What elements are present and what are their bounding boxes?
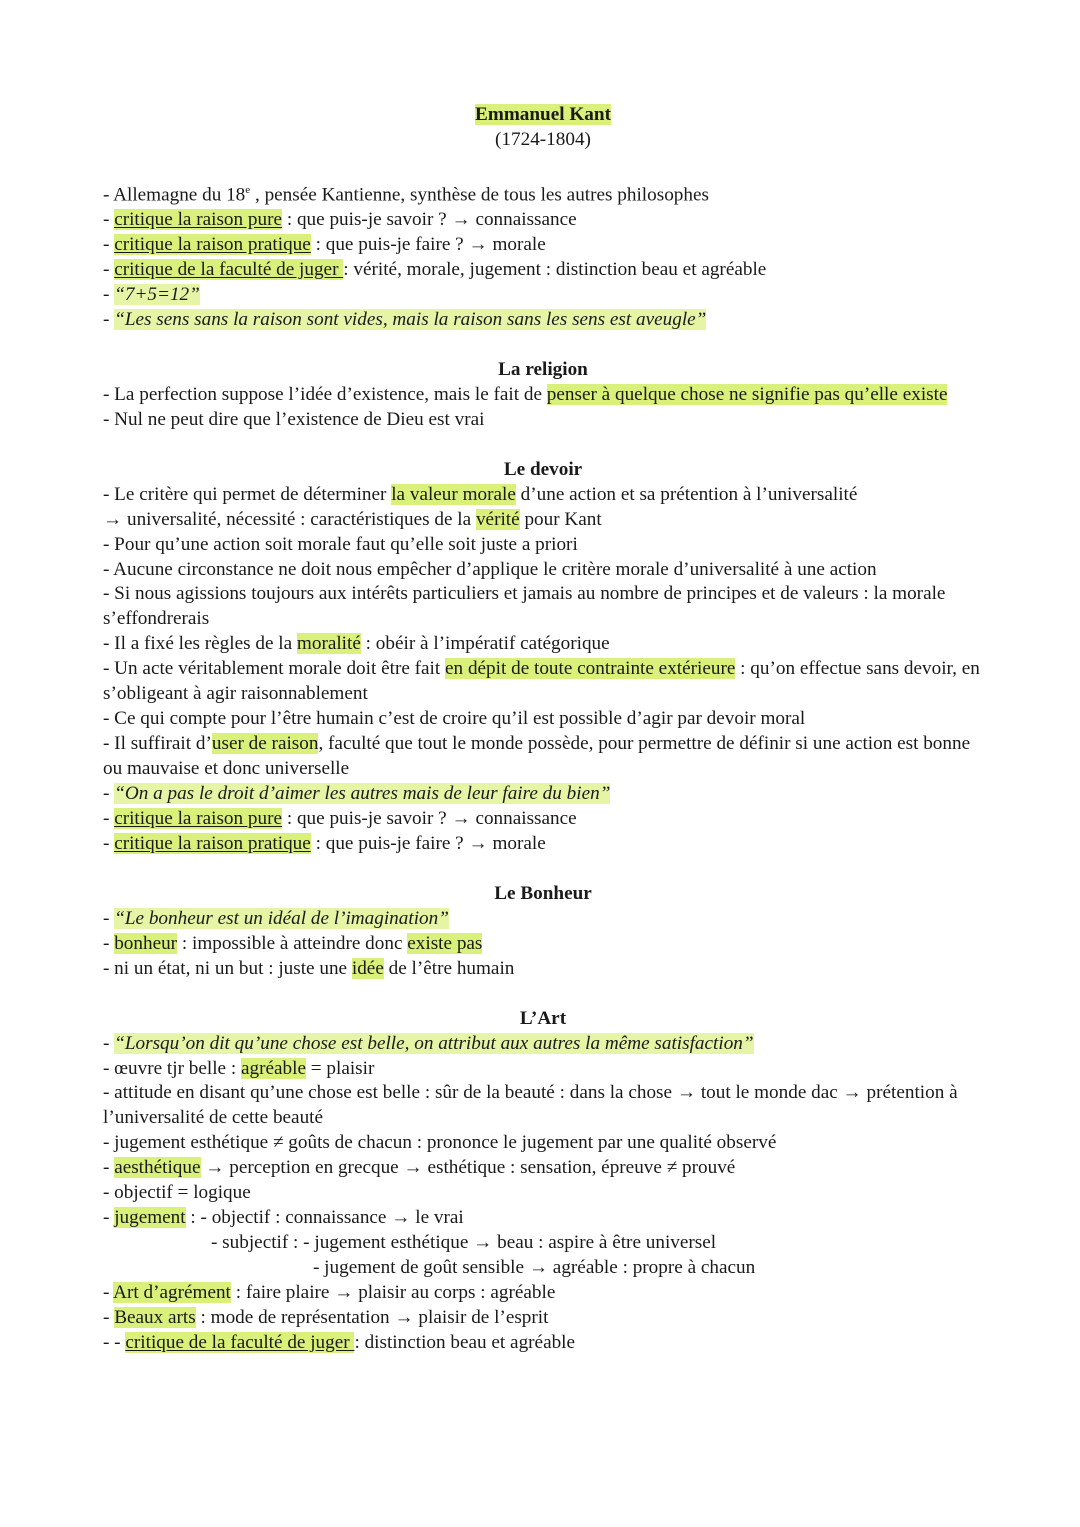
- list-item: - critique la raison pure : que puis-je savoir ? → connaissance: [103, 808, 577, 830]
- list-item: - La perfection suppose l’idée d’existence, mais le fait de penser à quelque chose ne signifie pas qu’elle existe: [103, 383, 948, 405]
- religion-section: [103, 383, 983, 433]
- list-item: - ni un état, ni un but : juste une idée de l’être humain: [103, 957, 515, 979]
- intro-section: [103, 178, 983, 333]
- list-item: - critique la raison pure : que puis-je savoir ? → connaissance: [103, 209, 577, 231]
- page-dates: (1724-1804): [495, 128, 591, 150]
- section-title-devoir: Le devoir: [503, 458, 583, 480]
- list-item: - Si nous agissions toujours aux intérêts particuliers et jamais au nombre de principes et de valeurs : la morale s’effondrerais: [103, 583, 946, 630]
- list-item: - jugement : - objectif : connaissance → le vrai: [103, 1207, 464, 1229]
- list-item: - jugement de goût sensible → agréable : propre à chacun: [313, 1257, 756, 1279]
- list-item: - critique la raison pratique : que puis-je faire ? → morale: [103, 832, 546, 854]
- list-item: - Nul ne peut dire que l’existence de Dieu est vrai: [103, 408, 485, 430]
- art-section: [103, 1032, 983, 1356]
- list-item: - critique de la faculté de juger : vérité, morale, jugement : distinction beau et agréable: [103, 259, 767, 281]
- list-item: - Ce qui compte pour l’être humain c’est de croire qu’il est possible d’agir par devoir moral: [103, 708, 806, 730]
- list-item: - œuvre tjr belle : agréable = plaisir: [103, 1057, 375, 1079]
- list-item: - attitude en disant qu’une chose est belle : sûr de la beauté : dans la chose → tout le monde dac → prétention à l’universalité de cette beauté: [103, 1082, 958, 1129]
- list-item: - Aucune circonstance ne doit nous empêcher d’applique le critère morale d’universalité à une action: [103, 558, 877, 580]
- list-item: - Allemagne du 18e , pensée Kantienne, synthèse de tous les autres philosophes: [103, 183, 709, 206]
- list-item: - Un acte véritablement morale doit être fait en dépit de toute contrainte extérieure : qu’on effectue sans devoir, en s’obligeant à agir raisonnablement: [103, 658, 980, 705]
- list-item: - “On a pas le droit d’aimer les autres mais de leur faire du bien”: [103, 783, 611, 805]
- list-item: → universalité, nécessité : caractéristiques de la vérité pour Kant: [103, 508, 602, 530]
- list-item: - objectif = logique: [103, 1182, 251, 1204]
- list-item: - “Les sens sans la raison sont vides, mais la raison sans les sens est aveugle”: [103, 309, 707, 330]
- bonheur-section: [103, 907, 983, 982]
- list-item: - “Le bonheur est un idéal de l’imagination”: [103, 907, 449, 929]
- devoir-section: [103, 483, 983, 857]
- list-item: - aesthétique → perception en grecque → esthétique : sensation, épreuve ≠ prouvé: [103, 1157, 736, 1179]
- list-item: - critique la raison pratique : que puis-je faire ? → morale: [103, 234, 546, 256]
- section-title-bonheur: Le Bonheur: [494, 882, 592, 904]
- document-page: [103, 103, 983, 1356]
- section-title-art: L’Art: [519, 1007, 567, 1029]
- list-item: - “7+5=12”: [103, 284, 200, 306]
- list-item: - Beaux arts : mode de représentation → plaisir de l’esprit: [103, 1307, 549, 1329]
- list-item: - Pour qu’une action soit morale faut qu’elle soit juste a priori: [103, 533, 578, 555]
- list-item: - - critique de la faculté de juger : distinction beau et agréable: [103, 1332, 576, 1354]
- list-item: - Le critère qui permet de déterminer la valeur morale d’une action et sa prétention à l’universalité: [103, 483, 858, 505]
- list-item: - bonheur : impossible à atteindre donc existe pas: [103, 932, 483, 954]
- list-item: - jugement esthétique ≠ goûts de chacun : prononce le jugement par une qualité observé: [103, 1132, 777, 1154]
- page-title: Emmanuel Kant: [475, 104, 611, 125]
- list-item: - Art d’agrément : faire plaire → plaisir au corps : agréable: [103, 1282, 556, 1304]
- section-title-religion: La religion: [498, 358, 588, 380]
- list-item: - “Lorsqu’on dit qu’une chose est belle, on attribut aux autres la même satisfaction”: [103, 1032, 754, 1054]
- list-item: - Il suffirait d’user de raison, faculté que tout le monde possède, pour permettre de définir si une action est bonne ou mauvaise et donc universelle: [103, 733, 971, 780]
- list-item: - Il a fixé les règles de la moralité : obéir à l’impératif catégorique: [103, 633, 610, 655]
- list-item: - subjectif : - jugement esthétique → beau : aspire à être universel: [211, 1232, 717, 1254]
